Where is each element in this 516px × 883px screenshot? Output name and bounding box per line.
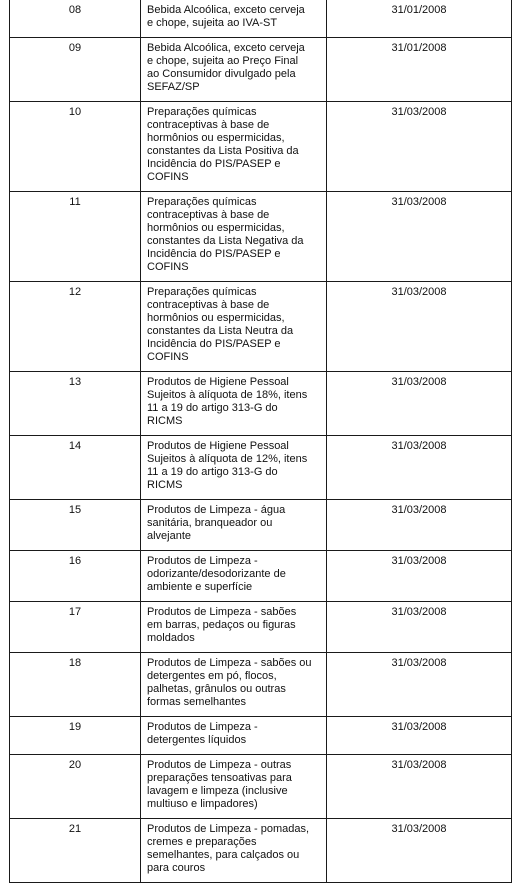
table-row	[10, 500, 512, 551]
description-line: para couros	[147, 862, 206, 874]
description-line: COFINS	[147, 261, 189, 273]
item-number: 13	[10, 372, 141, 436]
description-line: detergentes em pó, flocos,	[147, 670, 277, 682]
table-row	[10, 602, 512, 653]
item-number: 15	[10, 500, 141, 551]
item-number: 19	[10, 717, 141, 755]
description-line: ao Consumidor divulgado pela	[147, 68, 296, 80]
item-description	[141, 551, 327, 602]
description-line: Produtos de Limpeza -	[147, 555, 258, 567]
item-number: 09	[10, 38, 141, 102]
item-date: 31/03/2008	[327, 192, 512, 282]
item-date: 31/03/2008	[327, 653, 512, 717]
item-date: 31/03/2008	[327, 819, 512, 883]
table-row	[10, 653, 512, 717]
item-description	[141, 38, 327, 102]
item-number: 14	[10, 436, 141, 500]
table-row	[10, 38, 512, 102]
description-line: Preparações químicas	[147, 196, 257, 208]
item-description	[141, 755, 327, 819]
description-line: Produtos de Limpeza - sabões	[147, 606, 297, 618]
description-line: contraceptivas à base de	[147, 119, 270, 131]
table-row	[10, 282, 512, 372]
description-line: RICMS	[147, 479, 183, 491]
description-line: 11 a 19 do artigo 313-G do	[147, 466, 278, 478]
description-line: constantes da Lista Positiva da	[147, 145, 299, 157]
table-row	[10, 436, 512, 500]
description-line: Produtos de Limpeza - pomadas,	[147, 823, 310, 835]
description-line: Produtos de Limpeza - outras	[147, 759, 292, 771]
item-number: 21	[10, 819, 141, 883]
description-line: Bebida Alcoólica, exceto cerveja	[147, 42, 305, 54]
item-number: 12	[10, 282, 141, 372]
item-date: 31/03/2008	[327, 282, 512, 372]
item-description	[141, 500, 327, 551]
description-line: constantes da Lista Neutra da	[147, 325, 294, 337]
item-date: 31/01/2008	[327, 0, 512, 38]
description-line: lavagem e limpeza (inclusive	[147, 785, 288, 797]
table-row	[10, 102, 512, 192]
description-line: Preparações químicas	[147, 286, 257, 298]
description-line: constantes da Lista Negativa da	[147, 235, 304, 247]
item-description	[141, 819, 327, 883]
description-line: detergentes líquidos	[147, 734, 247, 746]
table-row	[10, 551, 512, 602]
description-line: 11 a 19 do artigo 313-G do	[147, 402, 278, 414]
item-description	[141, 653, 327, 717]
description-line: Produtos de Higiene Pessoal	[147, 376, 289, 388]
item-date: 31/03/2008	[327, 602, 512, 653]
description-line: Bebida Alcoólica, exceto cerveja	[147, 4, 305, 16]
description-line: Sujeitos à alíquota de 18%, itens	[147, 389, 308, 401]
document-table	[9, 0, 512, 883]
table-row	[10, 819, 512, 883]
item-date: 31/03/2008	[327, 500, 512, 551]
item-description	[141, 436, 327, 500]
item-description	[141, 372, 327, 436]
description-line: odorizante/desodorizante de	[147, 568, 286, 580]
description-line: hormônios ou espermicidas,	[147, 132, 285, 144]
table-row	[10, 192, 512, 282]
description-line: multiuso e limpadores)	[147, 798, 258, 810]
description-line: COFINS	[147, 171, 189, 183]
description-line: COFINS	[147, 351, 189, 363]
description-line: Sujeitos à alíquota de 12%, itens	[147, 453, 308, 465]
description-line: Incidência do PIS/PASEP e	[147, 158, 281, 170]
description-line: Preparações químicas	[147, 106, 257, 118]
item-date: 31/03/2008	[327, 755, 512, 819]
item-number: 08	[10, 0, 141, 38]
description-line: contraceptivas à base de	[147, 209, 270, 221]
item-number: 17	[10, 602, 141, 653]
item-date: 31/03/2008	[327, 717, 512, 755]
description-line: RICMS	[147, 415, 183, 427]
description-line: Incidência do PIS/PASEP e	[147, 338, 281, 350]
description-line: e chope, sujeita ao IVA-ST	[147, 17, 278, 29]
table-body	[10, 0, 512, 883]
item-date: 31/03/2008	[327, 436, 512, 500]
item-description	[141, 192, 327, 282]
description-line: semelhantes, para calçados ou	[147, 849, 300, 861]
item-description	[141, 0, 327, 38]
item-date: 31/03/2008	[327, 372, 512, 436]
description-line: cremes e preparações	[147, 836, 257, 848]
item-number: 20	[10, 755, 141, 819]
description-line: hormônios ou espermicidas,	[147, 312, 285, 324]
item-date: 31/03/2008	[327, 551, 512, 602]
table-row	[10, 755, 512, 819]
description-line: sanitária, branqueador ou	[147, 517, 273, 529]
description-line: palhetas, grânulos ou outras	[147, 683, 286, 695]
item-date: 31/01/2008	[327, 38, 512, 102]
description-line: e chope, sujeita ao Preço Final	[147, 55, 299, 67]
item-number: 10	[10, 102, 141, 192]
description-line: Produtos de Limpeza - sabões ou	[147, 657, 312, 669]
table-row	[10, 717, 512, 755]
description-line: hormônios ou espermicidas,	[147, 222, 285, 234]
description-line: Produtos de Limpeza - água	[147, 504, 286, 516]
item-number: 16	[10, 551, 141, 602]
description-line: em barras, pedaços ou figuras	[147, 619, 296, 631]
description-line: Produtos de Limpeza -	[147, 721, 258, 733]
item-description	[141, 102, 327, 192]
table-row	[10, 0, 512, 38]
description-line: preparações tensoativas para	[147, 772, 292, 784]
description-line: moldados	[147, 632, 195, 644]
item-description	[141, 717, 327, 755]
item-number: 11	[10, 192, 141, 282]
description-line: contraceptivas à base de	[147, 299, 270, 311]
table-row	[10, 372, 512, 436]
item-description	[141, 282, 327, 372]
description-line: SEFAZ/SP	[147, 81, 200, 93]
description-line: ambiente e superfície	[147, 581, 253, 593]
description-line: formas semelhantes	[147, 696, 247, 708]
description-line: Incidência do PIS/PASEP e	[147, 248, 281, 260]
description-line: alvejante	[147, 530, 192, 542]
description-line: Produtos de Higiene Pessoal	[147, 440, 289, 452]
item-number: 18	[10, 653, 141, 717]
item-date: 31/03/2008	[327, 102, 512, 192]
item-description	[141, 602, 327, 653]
